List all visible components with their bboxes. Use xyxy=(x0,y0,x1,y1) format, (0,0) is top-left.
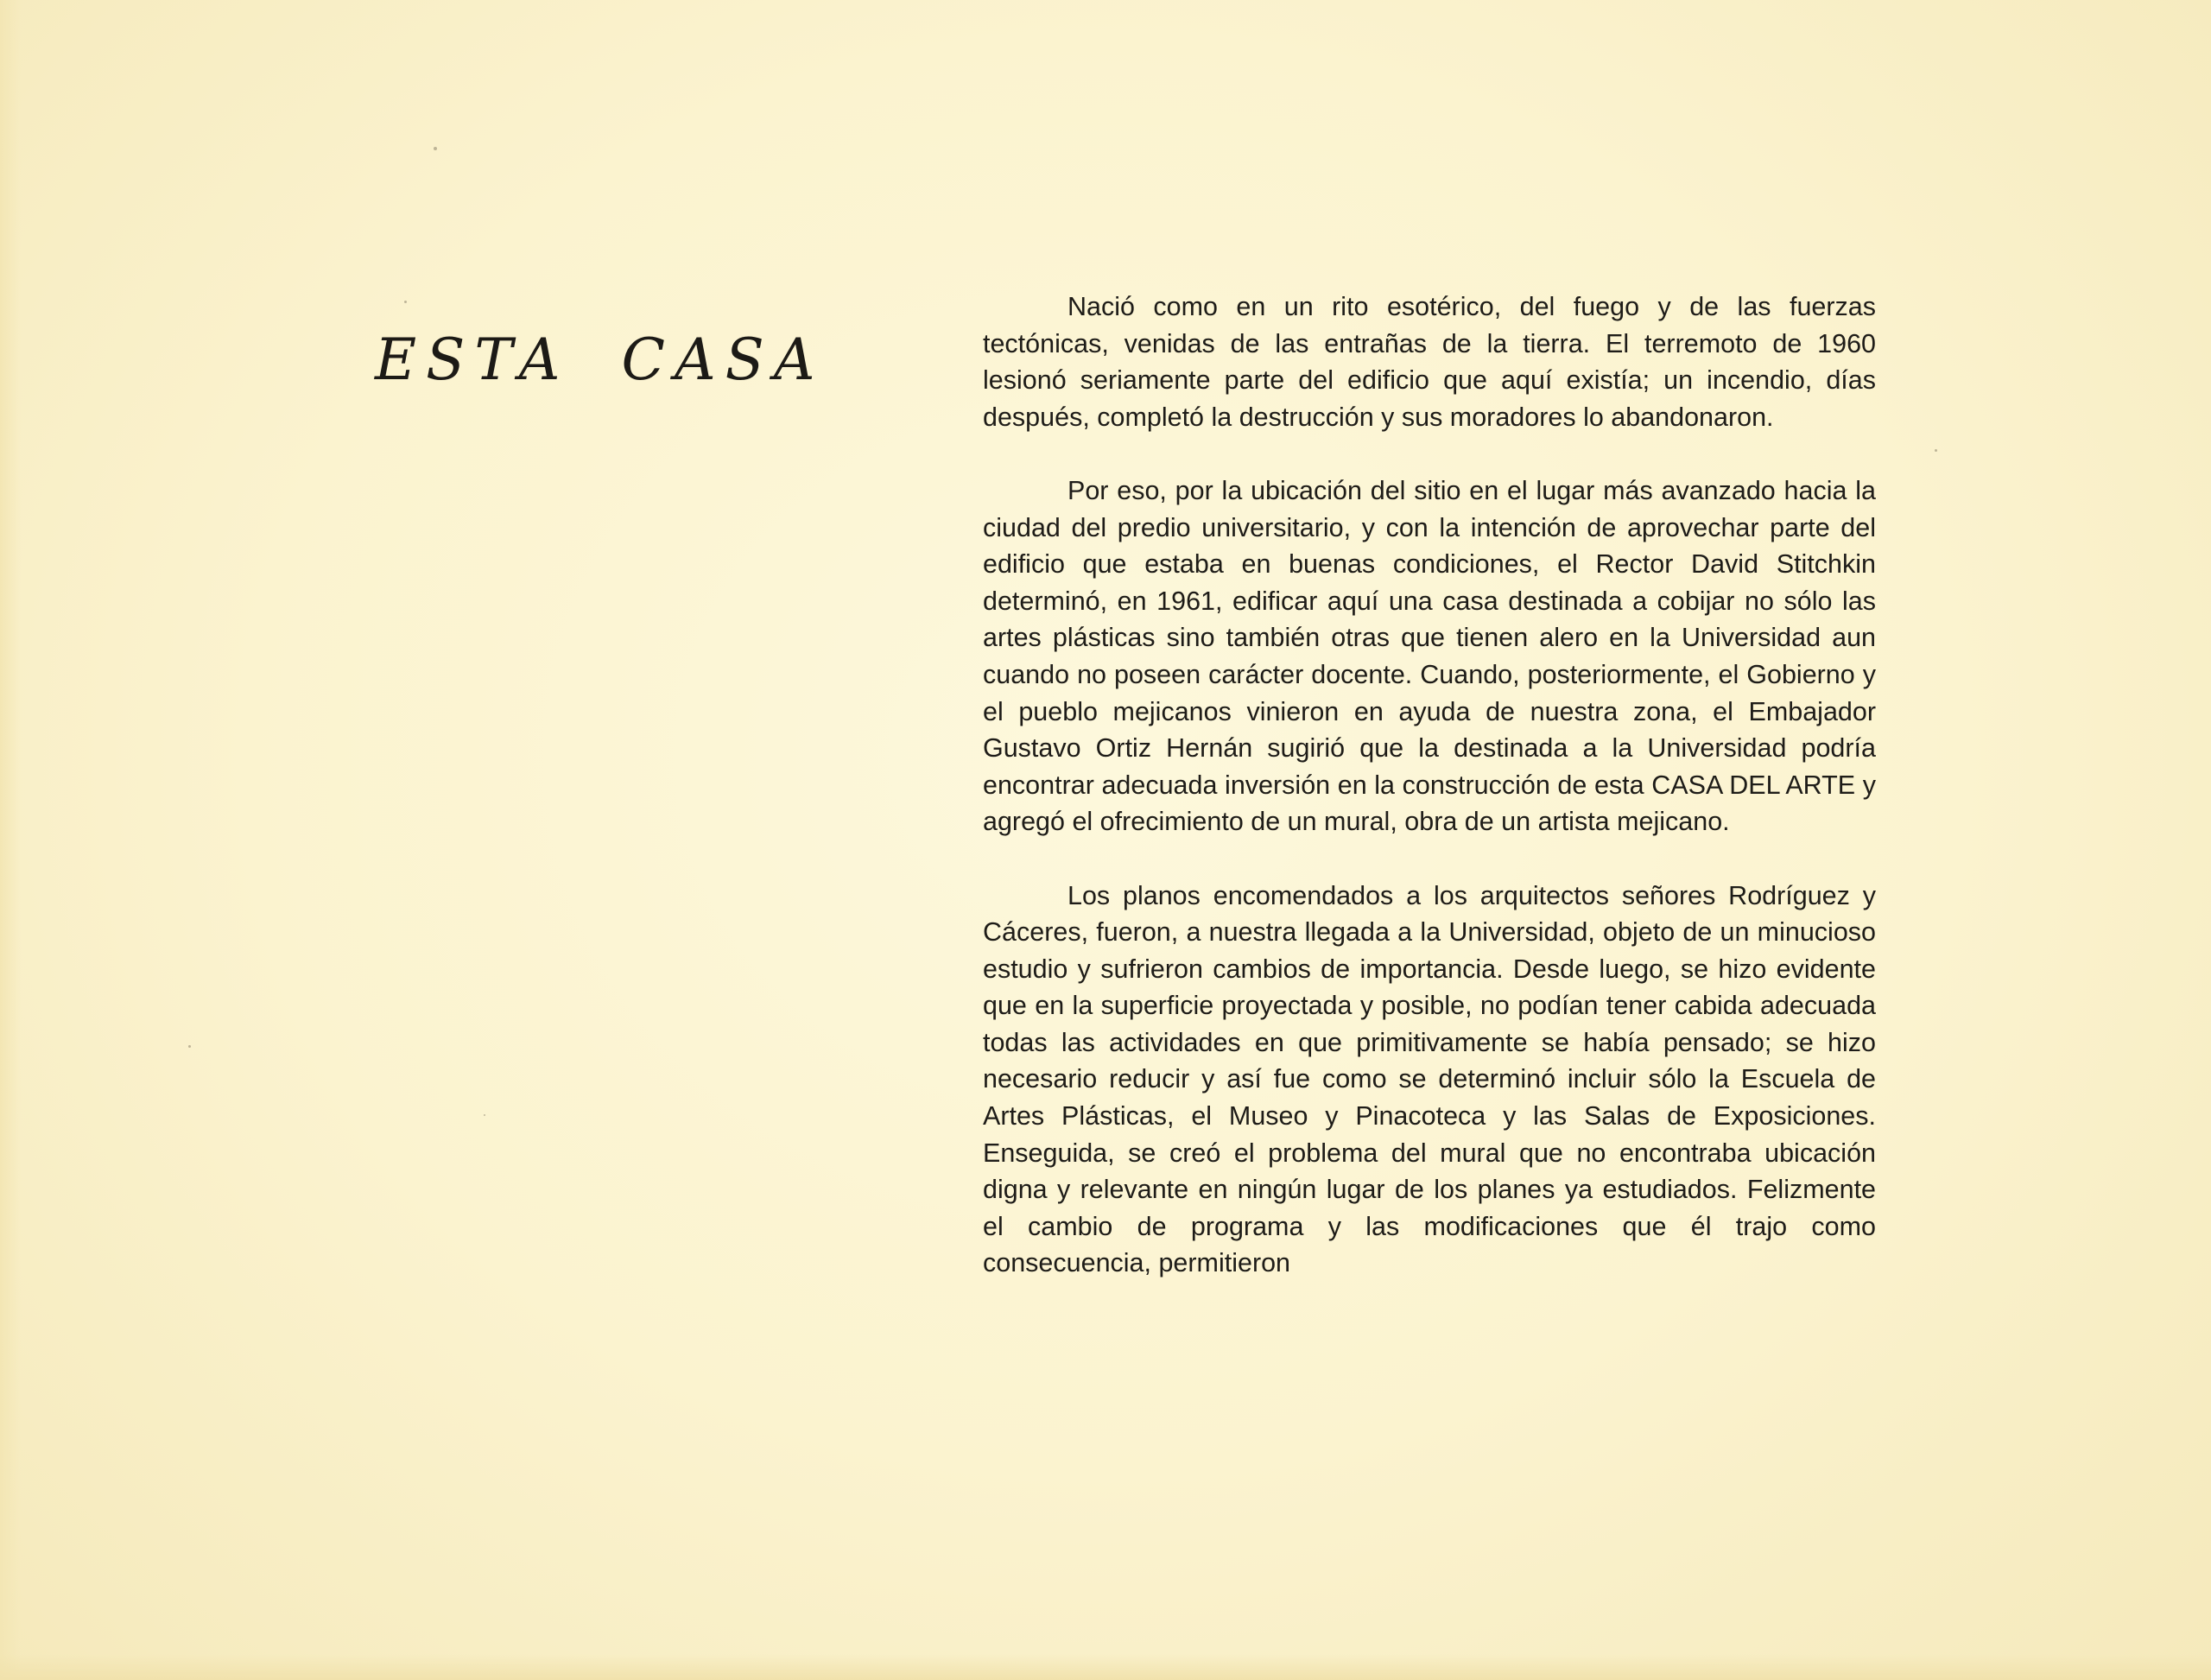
paragraph-1: Nació como en un rito esotérico, del fuego y de las fuerzas tectónicas, venidas de las entrañas de la tierra. El terremoto de 1960 lesionó seriamente parte del edificio que aquí existía; un incendio, días después, completó la destrucción y sus moradores lo abandonaron. xyxy=(983,292,1876,432)
paper-speck xyxy=(434,147,437,150)
page-edge-shadow xyxy=(0,0,21,1680)
paragraph-2: Por eso, por la ubicación del sitio en el lugar más avanzado hacia la ciudad del predio universitario, y con la intención de aprovechar parte del edificio que estaba en buenas condiciones, el Rector David Stitchkin determinó, en 1961, edificar aquí una casa destinada a cobijar no sólo las artes plásticas sino también otras que tienen alero en la Universidad aun cuando no poseen carácter docente. Cuando, posteriormente, el Gobierno y el pueblo mejicanos vinieron en ayuda de nuestra zona, el Embajador Gustavo Ortiz Hernán sugirió que la destinada a la Universidad podría encontrar adecuada inversión en la construcción de esta CASA DEL ARTE y agregó el ofrecimiento de un mural, obra de un artista mejicano. xyxy=(983,475,1876,837)
paper-speck xyxy=(188,1045,191,1048)
paragraph-3: Los planos encomendados a los arquitectos señores Rodríguez y Cáceres, fueron, a nuestra llegada a la Universidad, objeto de un minucioso estudio y sufrieron cambios de importancia. Desde luego, se hizo evidente que en la superficie proyectada y posible, no podían tener cabida adecuada todas las actividades en que primitivamente se había pensado; se hizo necesario reducir y así fue como se determinó incluir sólo la Escuela de Artes Plásticas, el Museo y Pinacoteca y las Salas de Exposiciones. Enseguida, se creó el problema del mural que no encontraba ubicación digna y relevante en ningún lugar de los planes ya estudiados. Felizmente el cambio de programa y las modificaciones que él trajo como consecuencia, permitieron xyxy=(983,880,1876,1278)
page-title: ESTA CASA xyxy=(375,326,825,393)
paper-speck xyxy=(1935,449,1937,452)
paper-speck xyxy=(484,1114,485,1116)
paper-speck xyxy=(404,301,407,303)
body-text xyxy=(983,288,1876,1282)
page-bottom-edge xyxy=(0,1654,2211,1680)
